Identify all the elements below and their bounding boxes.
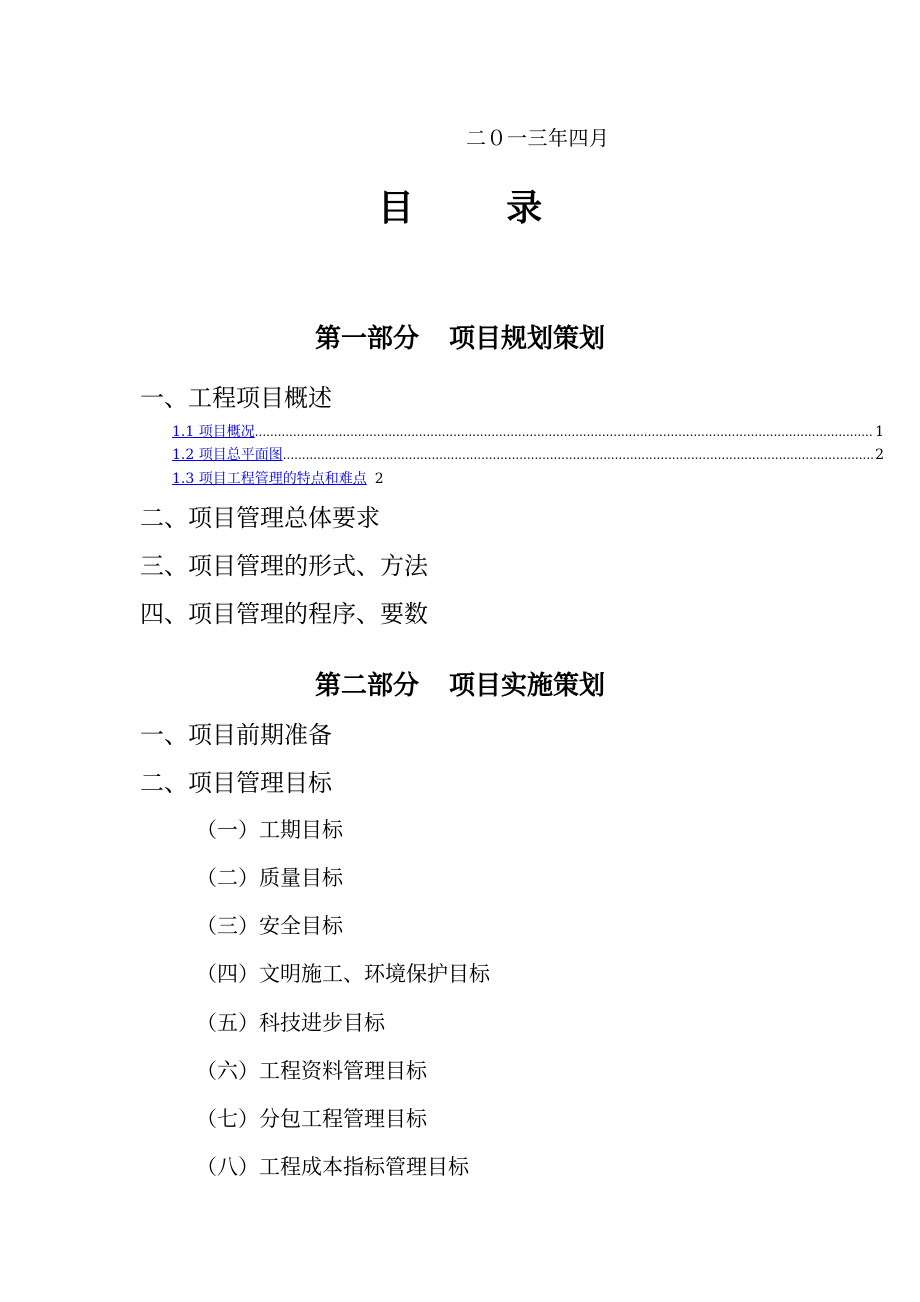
part1-section-3: 三、项目管理的形式、方法 — [140, 552, 428, 580]
toc-entry[interactable] — [172, 468, 384, 488]
part2-section-2: 二、项目管理目标 — [140, 769, 332, 797]
part2-subsection: （三）安全目标 — [196, 914, 343, 938]
part2-section-1: 一、项目前期准备 — [140, 721, 332, 749]
toc-title: 目 录 — [377, 187, 583, 229]
document-date: 二０一三年四月 — [466, 126, 610, 150]
part2-subsection: （八）工程成本指标管理目标 — [196, 1155, 469, 1179]
toc-leader-dots — [283, 448, 873, 462]
part1-heading-label: 第一部分 — [314, 324, 419, 354]
part2-subsection: （六）工程资料管理目标 — [196, 1059, 427, 1083]
toc-page-number: 2 — [875, 447, 884, 463]
part2-subsection: （四）文明施工、环境保护目标 — [196, 962, 490, 986]
part1-heading — [0, 318, 920, 355]
toc-link[interactable]: 1.3 项目工程管理的特点和难点 — [172, 471, 367, 487]
part2-subsection: （五）科技进步目标 — [196, 1011, 385, 1035]
toc-entry[interactable] — [172, 444, 884, 464]
part1-section-4: 四、项目管理的程序、要数 — [140, 600, 428, 628]
part2-heading-title: 项目实施策划 — [449, 671, 606, 701]
part1-heading-title: 项目规划策划 — [449, 324, 606, 354]
toc-link[interactable]: 1.1 项目概况 — [172, 424, 255, 440]
toc-page-number: 1 — [875, 424, 884, 440]
part2-subsection: （二）质量目标 — [196, 866, 343, 890]
part1-section-2: 二、项目管理总体要求 — [140, 504, 380, 532]
toc-entry[interactable] — [172, 421, 884, 441]
part2-heading — [0, 665, 920, 702]
toc-page-number: 2 — [374, 471, 384, 487]
part2-subsection: （七）分包工程管理目标 — [196, 1107, 427, 1131]
part1-section-1: 一、工程项目概述 — [140, 384, 332, 412]
toc-link[interactable]: 1.2 项目总平面图 — [172, 447, 283, 463]
part2-heading-label: 第二部分 — [314, 671, 419, 701]
part2-subsection: （一）工期目标 — [196, 818, 343, 842]
toc-leader-dots — [255, 425, 873, 439]
